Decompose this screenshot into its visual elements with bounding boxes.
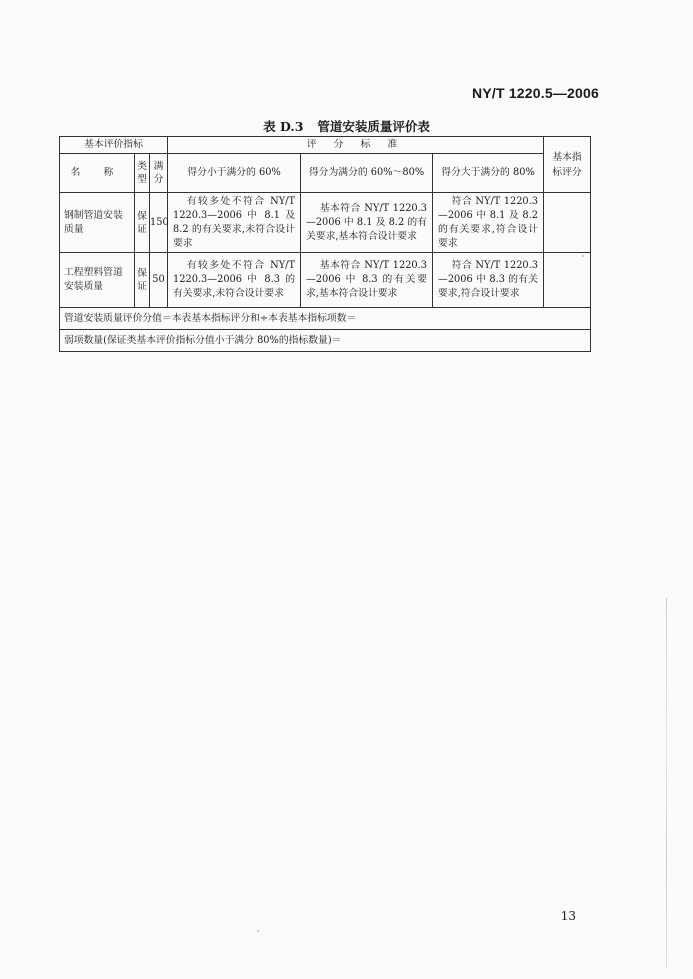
page-number: 13 <box>560 909 576 923</box>
scan-speck <box>582 255 584 257</box>
header-between: 得分为满分的 60%～80% <box>301 154 433 193</box>
header-scoring-standard: 评 分 标 准 <box>168 137 544 154</box>
footer-weak-items: 弱项数量(保证类基本评价指标分值小于满分 80%的指标数量)＝ <box>60 330 591 352</box>
row-between: 基本符合 NY/T 1220.3—2006 中 8.3 的有关要求,基本符合设计要求 <box>301 253 433 308</box>
header-indicator-score: 基本指标评分 <box>544 137 591 193</box>
table-row <box>60 253 591 308</box>
row-above80: 符合 NY/T 1220.3—2006 中 8.3 的有关要求,符合设计要求 <box>433 253 544 308</box>
row-type: 保证 <box>135 253 150 308</box>
header-above80: 得分大于满分的 80% <box>433 154 544 193</box>
row-name: 工程塑料管道安装质量 <box>60 253 135 308</box>
footer-formula: 管道安装质量评价分值＝本表基本指标评分和÷本表基本指标项数＝ <box>60 308 591 330</box>
row-below60: 有较多处不符合 NY/T 1220.3—2006 中 8.1 及 8.2 的有关要求,未符合设计要求 <box>168 193 301 253</box>
row-full-score: 50 <box>150 253 168 308</box>
header-row-2 <box>60 154 591 193</box>
evaluation-table <box>59 136 591 352</box>
header-row-1 <box>60 137 591 154</box>
scan-binding-line <box>666 598 667 968</box>
row-between: 基本符合 NY/T 1220.3—2006 中 8.1 及 8.2 的有关要求,基本符合设计要求 <box>301 193 433 253</box>
row-above80: 符合 NY/T 1220.3—2006 中 8.1 及 8.2 的有关要求,符合设计要求 <box>433 193 544 253</box>
footer-row-weak <box>60 330 591 352</box>
header-basic-indicator: 基本评价指标 <box>60 137 168 154</box>
scan-speck <box>257 930 259 932</box>
row-type: 保证 <box>135 193 150 253</box>
standard-code: NY/T 1220.5—2006 <box>472 85 599 101</box>
row-below60: 有较多处不符合 NY/T 1220.3—2006 中 8.3 的有关要求,未符合设计要求 <box>168 253 301 308</box>
row-name: 钢制管道安装质量 <box>60 193 135 253</box>
footer-row-formula <box>60 308 591 330</box>
header-full-score: 满分 <box>150 154 168 193</box>
table-title-text: 管道安装质量评价表 <box>317 119 430 134</box>
row-score <box>544 253 591 308</box>
header-name: 名 称 <box>60 154 135 193</box>
table-title <box>0 117 693 135</box>
row-score <box>544 193 591 253</box>
row-full-score: 150 <box>150 193 168 253</box>
table-row <box>60 193 591 253</box>
header-type: 类型 <box>135 154 150 193</box>
header-below60: 得分小于满分的 60% <box>168 154 301 193</box>
table-number: 表 D.3 <box>263 119 304 134</box>
